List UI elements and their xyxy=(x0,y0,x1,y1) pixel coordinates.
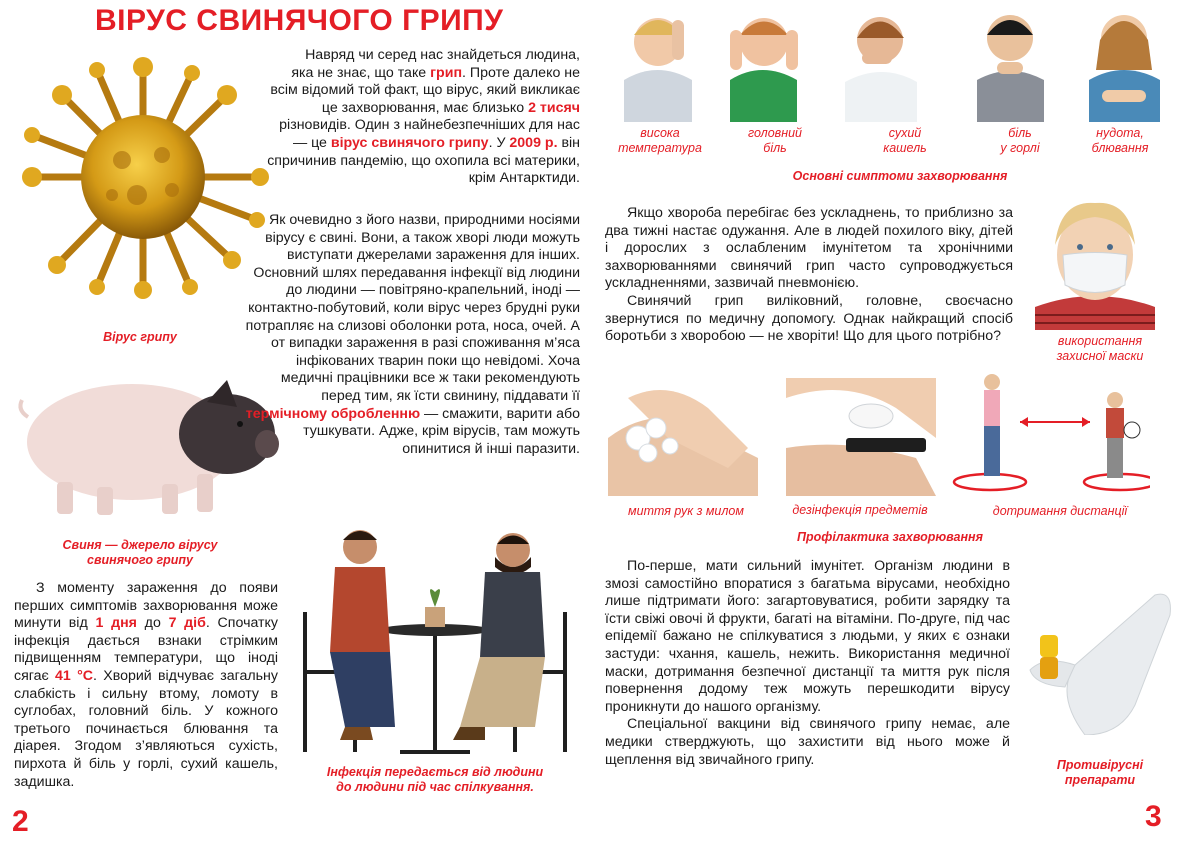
prevention-handwashing-label: миття рук з милом xyxy=(628,504,744,518)
transmission-paragraph xyxy=(245,212,580,458)
symptoms-caption: Основні симптоми захворювання xyxy=(792,169,1008,183)
pill-caption xyxy=(1035,758,1165,788)
child-nausea-icon xyxy=(1089,15,1160,122)
disinfection-illustration xyxy=(786,378,936,496)
child-fever-icon xyxy=(624,18,692,122)
symptom-fever-label xyxy=(610,126,710,156)
symptoms-text: З моменту зараження до появи перших симптомів захворювання може минути від 1 дня до 7 діб. Спочатку інфекція дається взнаки стрімким підвищенням температури, що іноді сягає 41 °С. Хворий відчуває загальну слабкість і сильну втому, ломоту в суглобах, головний біль. У кожного третього починається блювання та діарея. Згодом з’являються сухість, пирхота й біль у горлі, сухий кашель, задишка. xyxy=(14,580,278,790)
immunity-text: По-перше, мати сильний імунітет. Організм людини в змозі самостійно впоратися з багатьма вірусами, необхідно лише підтримати його: загартовуватися, робити зарядку та їсти свіжі овочі й фрукти, багаті на вітаміни. По-друге, під час епідемії бажано не спілкуватися з людьми, у яких є ознаки застуди: чхання, кашель, нежить. Використання медичної маски, дотримання безпечної дистанції та миття рук після повернення додому теж можуть перешкодити вірусу проникнути до нашого організму. xyxy=(605,558,1010,715)
symptom-throat-label xyxy=(970,126,1070,156)
symptom-nausea-line-2: блювання xyxy=(1091,141,1149,155)
distance-illustration xyxy=(950,372,1150,494)
recovery-text: Якщо хвороба перебігає без ускладнень, то приблизно за два тижні настає одужання. Але в людей похилого віку, дітей і дорослих з ослабленим імунітетом та хронічними захворюваннями свинячий грип часто супроводжується ускладненнями, зазвичай пневмонією. xyxy=(605,205,1013,292)
people-caption-line-1: Інфекція передається від людини xyxy=(326,765,544,779)
prevention-caption: Профілактика захворювання xyxy=(797,530,983,544)
symptom-throat-line-1: біль xyxy=(1008,126,1032,140)
people-caption xyxy=(295,765,575,795)
pig-caption xyxy=(35,538,245,568)
intro-text: Навряд чи серед нас знайдеться людина, яка не знає, що таке грип. Проте далеко не всім відомий той факт, що вірус, який викликає це захворювання, має близько 2 тисяч різновидів. Один з найнебезпечніших для нас — це вірус свинячого грипу. У 2009 р. він спричинив пандемію, що охопила всі материки, крім Антарктиди. xyxy=(267,47,580,187)
mask-caption xyxy=(1030,334,1170,364)
symptom-throat-line-2: у горлі xyxy=(1000,141,1040,155)
vaccine-text: Спеціальної вакцини від свинячого грипу немає, але медики стверджують, що захистити від нього може й щеплення від звичайного грипу. xyxy=(605,716,1010,768)
pill-caption-line-1: Противірусні xyxy=(1056,758,1144,772)
symptom-headache-line-1: головний xyxy=(747,126,802,140)
symptom-nausea-line-1: нудота, xyxy=(1096,126,1144,140)
mask-caption-line-2: захисної маски xyxy=(1056,349,1144,363)
mask-caption-line-1: використання xyxy=(1057,334,1143,348)
intro-paragraph xyxy=(262,47,580,188)
pill-hand-illustration xyxy=(1025,575,1175,735)
page-number-left: 2 xyxy=(12,805,29,838)
transmission-text: Як очевидно з його назви, природними носіями вірусу є свині. Вони, а також хворі люди можуть виступати джерелами зараження для інших. Основний шлях передавання інфекції від людини до людини — повітряно-крапельний, іноді — контактно-побутовий, коли вірус через брудні руки потрапляє на слизові оболонки рота, носа, очей. А от випадки зараження в разі споживання м’яса інфікованих тварин поки що невідомі. Хоча медичні працівники все ж таки рекомендують перед тим, як їсти свинину, піддавати її термічному обробленню — смажити, варити або тушкувати. Адже, крім вірусів, там можуть опинитися й інші паразити. xyxy=(245,212,580,457)
page-title: ВІРУС СВИНЯЧОГО ГРИПУ xyxy=(95,4,504,37)
symptom-fever-line-2: температура xyxy=(618,141,702,155)
mask-boy-illustration xyxy=(1030,195,1160,330)
people-caption-line-2: до людини під час спілкування. xyxy=(336,780,534,794)
prevention-disinfection-label: дезінфекція предметів xyxy=(792,503,928,517)
handwashing-illustration xyxy=(608,378,758,496)
symptoms-paragraph xyxy=(14,580,278,791)
prevention-distance-label: дотримання дистанції xyxy=(992,504,1128,518)
symptom-nausea-label xyxy=(1070,126,1170,156)
symptom-headache-label xyxy=(725,126,825,156)
pig-caption-line-1: Свиня — джерело вірусу xyxy=(62,538,218,552)
virus-caption-line: Вірус грипу xyxy=(103,330,177,344)
page-number-right: 3 xyxy=(1145,800,1162,833)
symptom-headache-line-2: біль xyxy=(763,141,787,155)
people-talking-illustration xyxy=(285,522,585,760)
pill-caption-line-2: препарати xyxy=(1064,773,1136,787)
symptom-cough-label xyxy=(855,126,955,156)
treatment-text: Свинячий грип виліковний, головне, своєчасно звернутися по медичну допомогу. Однак найкращий спосіб боротьби з хворобою — не хворіти! Що для цього потрібно? xyxy=(605,292,1013,345)
virus-caption xyxy=(40,330,240,345)
child-sore-throat-icon xyxy=(977,15,1044,122)
pig-caption-line-2: свинячого грипу xyxy=(87,553,193,567)
child-headache-icon xyxy=(730,18,798,122)
symptom-fever-line-1: висока xyxy=(640,126,680,140)
child-cough-icon xyxy=(845,17,917,122)
immunity-paragraph xyxy=(605,558,1010,769)
symptom-cough-line-1: сухий xyxy=(888,126,922,140)
symptom-cough-line-2: кашель xyxy=(883,141,927,155)
virus-illustration xyxy=(12,55,274,300)
recovery-paragraph xyxy=(605,205,1013,346)
pig-illustration xyxy=(12,362,280,522)
